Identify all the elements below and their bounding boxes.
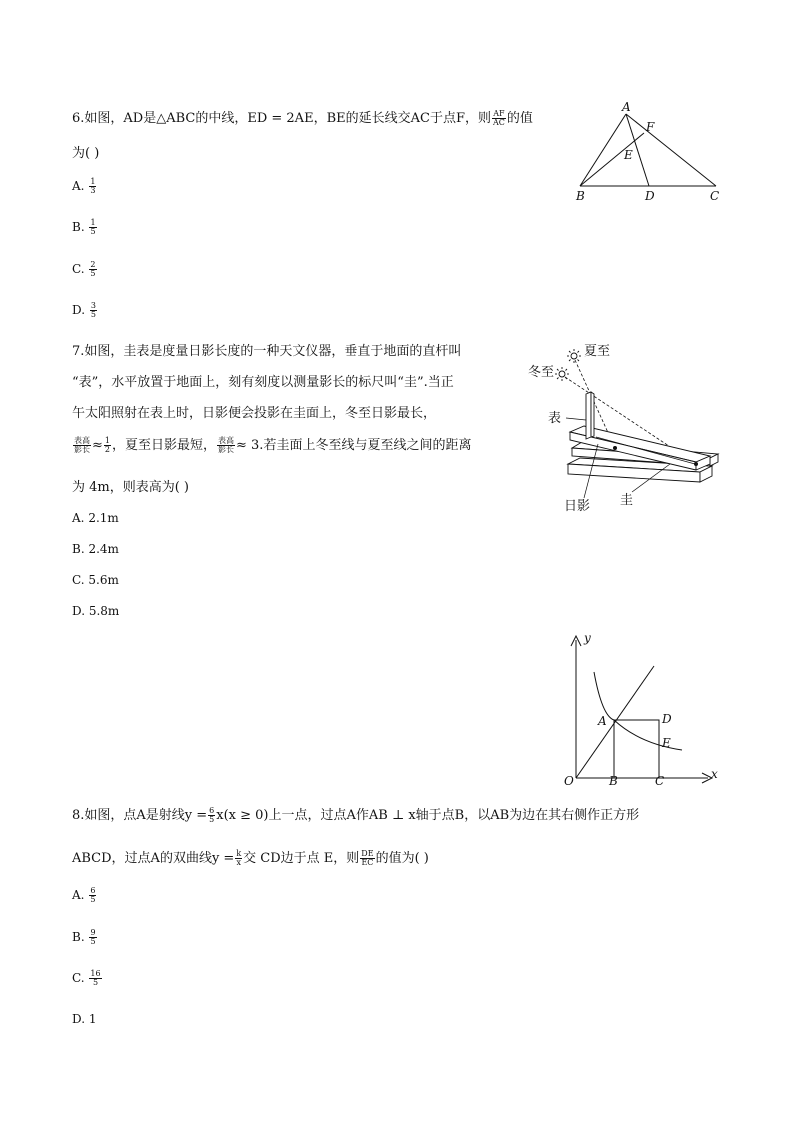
summer-mark xyxy=(613,446,617,450)
label-a: A xyxy=(598,714,607,728)
square-abcd xyxy=(614,720,659,778)
label-x: x xyxy=(711,767,718,781)
gnomon-pole xyxy=(586,392,594,439)
q7-option-b[interactable]: B. 2.4m xyxy=(72,542,119,556)
label-shadow: 日影 xyxy=(564,499,591,514)
label-e: E xyxy=(624,148,633,162)
sun-icon-winter xyxy=(555,367,569,381)
q6-line1: 6.如图，AD是△ABC的中线，ED = 2AE，BE的延长线交AC于点F，则 $\frac{AF}{AC}$ 的值 xyxy=(72,109,533,127)
q8-option-a[interactable]: A. $\frac{6}{5}$ xyxy=(72,886,96,904)
q6-triangle-figure xyxy=(570,100,730,210)
q6-option-c[interactable]: C. $\frac{2}{5}$ xyxy=(72,260,96,278)
label-o: O xyxy=(564,774,574,788)
q6-option-a[interactable]: A. $\frac{1}{3}$ xyxy=(72,177,96,195)
label-y: y xyxy=(584,631,591,645)
label-f: F xyxy=(646,120,655,134)
q7-line5: 为 4m，则表高为( ) xyxy=(72,480,190,495)
label-a: A xyxy=(622,100,631,114)
sun-icon-summer xyxy=(567,349,581,363)
q7-line1: 7.如图，圭表是度量日影长度的一种天文仪器，垂直于地面的直杆叫 xyxy=(72,344,462,359)
label-c: C xyxy=(655,774,665,788)
label-gui: 圭 xyxy=(620,493,634,508)
line-ac xyxy=(626,114,716,186)
q7-guibiao-figure xyxy=(528,336,730,516)
q8-line2: ABCD，过点A的双曲线y = $\frac{k}{x}$ 交 CD边于点 E，则 $\frac{DE}{EC}$ 的值为( ) xyxy=(72,849,429,867)
q7-line4: $\frac{\text{表高}}{\text{影长}}$ ≈ $\frac{1}{2}$ ，夏至日影最短， $\frac{\text{表高}}{\text{影长}}$ ≈ 3.若圭面上冬至线与夏至线之间的距离 xyxy=(74,436,472,454)
q8-option-d[interactable]: D. 1 xyxy=(72,1012,97,1026)
q7-line2: “表”，水平放置于地面上，刻有刻度以测量影长的标尺叫“圭”.当正 xyxy=(72,375,454,390)
line-bf xyxy=(580,133,644,186)
label-e: E xyxy=(662,736,671,750)
q8-graph-figure xyxy=(560,628,730,790)
q7-option-c[interactable]: C. 5.6m xyxy=(72,573,119,587)
q7-option-a[interactable]: A. 2.1m xyxy=(72,511,119,525)
label-d: D xyxy=(645,189,655,203)
label-gnomon: 表 xyxy=(548,411,562,426)
q6-line2: 为( ) xyxy=(72,146,100,161)
label-winter: 冬至 xyxy=(528,365,555,380)
label-b: B xyxy=(576,189,585,203)
q7-option-d[interactable]: D. 5.8m xyxy=(72,604,120,618)
line-ab xyxy=(580,114,626,186)
label-summer: 夏至 xyxy=(584,344,611,359)
q6-option-d[interactable]: D. $\frac{3}{5}$ xyxy=(72,301,96,319)
q7-line3: 午太阳照射在表上时，日影便会投影在圭面上，冬至日影最长， xyxy=(72,406,437,421)
label-c: C xyxy=(710,189,720,203)
q6-fraction: $\frac{AF}{AC}$ xyxy=(492,109,505,127)
ray-line xyxy=(576,666,654,778)
q6-option-b[interactable]: B. $\frac{1}{5}$ xyxy=(72,218,96,236)
q8-option-b[interactable]: B. $\frac{9}{5}$ xyxy=(72,928,96,946)
q8-line1: 8.如图，点A是射线y = $\frac{6}{5}$ x(x ≥ 0)上一点，过点A作AB ⊥ x轴于点B，以AB为边在其右侧作正方形 xyxy=(72,806,640,824)
label-b: B xyxy=(609,774,618,788)
q8-option-c[interactable]: C. $\frac{16}{5}$ xyxy=(72,969,101,987)
label-d: D xyxy=(662,712,672,726)
